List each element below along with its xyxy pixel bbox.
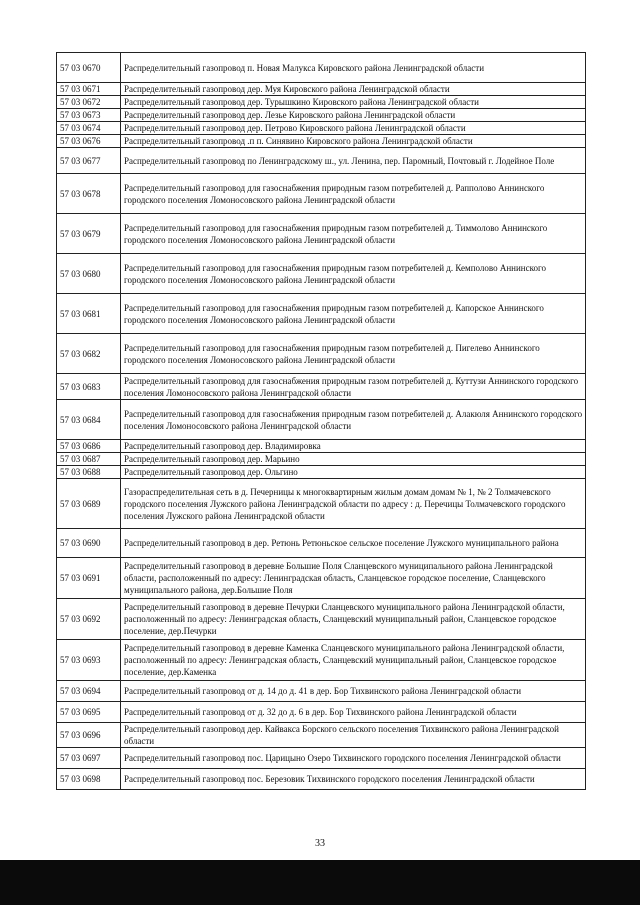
row-code: 57 03 0677 bbox=[57, 148, 121, 174]
table-row bbox=[57, 529, 586, 558]
row-code: 57 03 0674 bbox=[57, 122, 121, 135]
registry-table-body bbox=[57, 53, 586, 790]
row-code: 57 03 0673 bbox=[57, 109, 121, 122]
row-description: Распределительный газопровод дер. Кайвакса Борского сельского поселения Тихвинского района Ленинградской области bbox=[121, 723, 586, 748]
row-code: 57 03 0692 bbox=[57, 599, 121, 640]
row-description: Распределительный газопровод для газоснабжения природным газом потребителей д. Куттузи Аннинского городского поселения Ломоносовского района Ленинградской области bbox=[121, 374, 586, 400]
row-code: 57 03 0693 bbox=[57, 640, 121, 681]
table-row bbox=[57, 53, 586, 83]
table-row bbox=[57, 334, 586, 374]
row-description: Распределительный газопровод для газоснабжения природным газом потребителей д. Капорское Аннинского городского поселения Ломоносовского района Ленинградской области bbox=[121, 294, 586, 334]
row-description: Распределительный газопровод п. Новая Малукса Кировского района Ленинградской области bbox=[121, 53, 586, 83]
row-description: Распределительный газопровод пос. Березовик Тихвинского городского поселения Ленинградской области bbox=[121, 769, 586, 790]
row-description: Распределительный газопровод для газоснабжения природным газом потребителей д. Рапполово Аннинского городского поселения Ломоносовского района Ленинградской области bbox=[121, 174, 586, 214]
table-row bbox=[57, 214, 586, 254]
table-row bbox=[57, 122, 586, 135]
table-row bbox=[57, 174, 586, 214]
row-description: Распределительный газопровод дер. Турышкино Кировского района Ленинградской области bbox=[121, 96, 586, 109]
table-row bbox=[57, 109, 586, 122]
row-code: 57 03 0678 bbox=[57, 174, 121, 214]
row-code: 57 03 0696 bbox=[57, 723, 121, 748]
page-number: 33 bbox=[315, 838, 325, 849]
row-code: 57 03 0684 bbox=[57, 400, 121, 440]
row-code: 57 03 0680 bbox=[57, 254, 121, 294]
table-row bbox=[57, 466, 586, 479]
row-description: Распределительный газопровод от д. 32 до д. 6 в дер. Бор Тихвинского района Ленинградской области bbox=[121, 702, 586, 723]
row-code: 57 03 0672 bbox=[57, 96, 121, 109]
table-row bbox=[57, 400, 586, 440]
table-row bbox=[57, 453, 586, 466]
scan-footer-bar bbox=[0, 860, 640, 905]
row-code: 57 03 0682 bbox=[57, 334, 121, 374]
table-row bbox=[57, 681, 586, 702]
row-description: Распределительный газопровод дер. Петрово Кировского района Ленинградской области bbox=[121, 122, 586, 135]
row-code: 57 03 0695 bbox=[57, 702, 121, 723]
row-code: 57 03 0698 bbox=[57, 769, 121, 790]
table-row bbox=[57, 723, 586, 748]
row-description: Распределительный газопровод для газоснабжения природным газом потребителей д. Тиммолово Аннинского городского поселения Ломоносовского района Ленинградской области bbox=[121, 214, 586, 254]
row-code: 57 03 0690 bbox=[57, 529, 121, 558]
row-description: Газораспределительная сеть в д. Печерницы к многоквартирным жилым домам домам № 1, № 2 Толмачевского городского поселения Лужского района Ленинградской области по адресу : д. Перечицы Толмачевского городского поселения Лужского района Ленинградской области bbox=[121, 479, 586, 529]
row-description: Распределительный газопровод для газоснабжения природным газом потребителей д. Пигелево Аннинского городского поселения Ломоносовского района Ленинградской области bbox=[121, 334, 586, 374]
row-code: 57 03 0679 bbox=[57, 214, 121, 254]
row-code: 57 03 0681 bbox=[57, 294, 121, 334]
row-description: Распределительный газопровод по Ленинградскому ш., ул. Ленина, пер. Паромный, Почтовый г. Лодейное Поле bbox=[121, 148, 586, 174]
row-code: 57 03 0670 bbox=[57, 53, 121, 83]
table-row bbox=[57, 148, 586, 174]
row-description: Распределительный газопровод для газоснабжения природным газом потребителей д. Кемполово Аннинского городского поселения Ломоносовского района Ленинградской области bbox=[121, 254, 586, 294]
table-row bbox=[57, 479, 586, 529]
table-row bbox=[57, 599, 586, 640]
row-description: Распределительный газопровод дер. Владимировка bbox=[121, 440, 586, 453]
row-description: Распределительный газопровод в деревне Печурки Сланцевского муниципального района Ленинградской области, расположенный по адресу: Ленинградская область, Сланцевский муниципальный район, Сланцевское городское поселение, дер.Печурки bbox=[121, 599, 586, 640]
row-description: Распределительный газопровод в деревне Большие Поля Сланцевского муниципального района Ленинградской области, расположенный по адресу: Ленинградская область, Сланцевское городское поселение, Сланцевского муниципального района, дер.Большие Поля bbox=[121, 558, 586, 599]
row-code: 57 03 0691 bbox=[57, 558, 121, 599]
row-description: Распределительный газопровод от д. 14 до д. 41 в дер. Бор Тихвинского района Ленинградской области bbox=[121, 681, 586, 702]
table-row bbox=[57, 96, 586, 109]
table-row bbox=[57, 374, 586, 400]
row-code: 57 03 0697 bbox=[57, 748, 121, 769]
row-description: Распределительный газопровод дер. Ольгино bbox=[121, 466, 586, 479]
table-row bbox=[57, 294, 586, 334]
document-sheet bbox=[56, 52, 586, 790]
table-row bbox=[57, 748, 586, 769]
table-row bbox=[57, 640, 586, 681]
row-description: Распределительный газопровод для газоснабжения природным газом потребителей д. Алакюля Аннинского городского поселения Ломоносовского района Ленинградской области bbox=[121, 400, 586, 440]
row-description: Распределительный газопровод в дер. Ретюнь Ретюньское сельское поселение Лужского муниципального района bbox=[121, 529, 586, 558]
row-code: 57 03 0688 bbox=[57, 466, 121, 479]
row-code: 57 03 0686 bbox=[57, 440, 121, 453]
table-row bbox=[57, 135, 586, 148]
row-description: Распределительный газопровод .п п. Синявино Кировского района Ленинградской области bbox=[121, 135, 586, 148]
row-description: Распределительный газопровод в деревне Каменка Сланцевского муниципального района Ленинградской области, расположенный по адресу: Ленинградская область, Сланцевский муниципальный район, Сланцевское городское поселение, дер.Каменка bbox=[121, 640, 586, 681]
table-row bbox=[57, 769, 586, 790]
row-description: Распределительный газопровод дер. Марьино bbox=[121, 453, 586, 466]
row-code: 57 03 0694 bbox=[57, 681, 121, 702]
row-code: 57 03 0671 bbox=[57, 83, 121, 96]
row-code: 57 03 0687 bbox=[57, 453, 121, 466]
registry-table bbox=[56, 52, 586, 790]
table-row bbox=[57, 558, 586, 599]
row-code: 57 03 0676 bbox=[57, 135, 121, 148]
table-row bbox=[57, 440, 586, 453]
row-code: 57 03 0683 bbox=[57, 374, 121, 400]
table-row bbox=[57, 254, 586, 294]
row-description: Распределительный газопровод дер. Муя Кировского района Ленинградской области bbox=[121, 83, 586, 96]
table-row bbox=[57, 702, 586, 723]
row-code: 57 03 0689 bbox=[57, 479, 121, 529]
row-description: Распределительный газопровод пос. Царицыно Озеро Тихвинского городского поселения Ленинградской области bbox=[121, 748, 586, 769]
table-row bbox=[57, 83, 586, 96]
row-description: Распределительный газопровод дер. Лезье Кировского района Ленинградской области bbox=[121, 109, 586, 122]
